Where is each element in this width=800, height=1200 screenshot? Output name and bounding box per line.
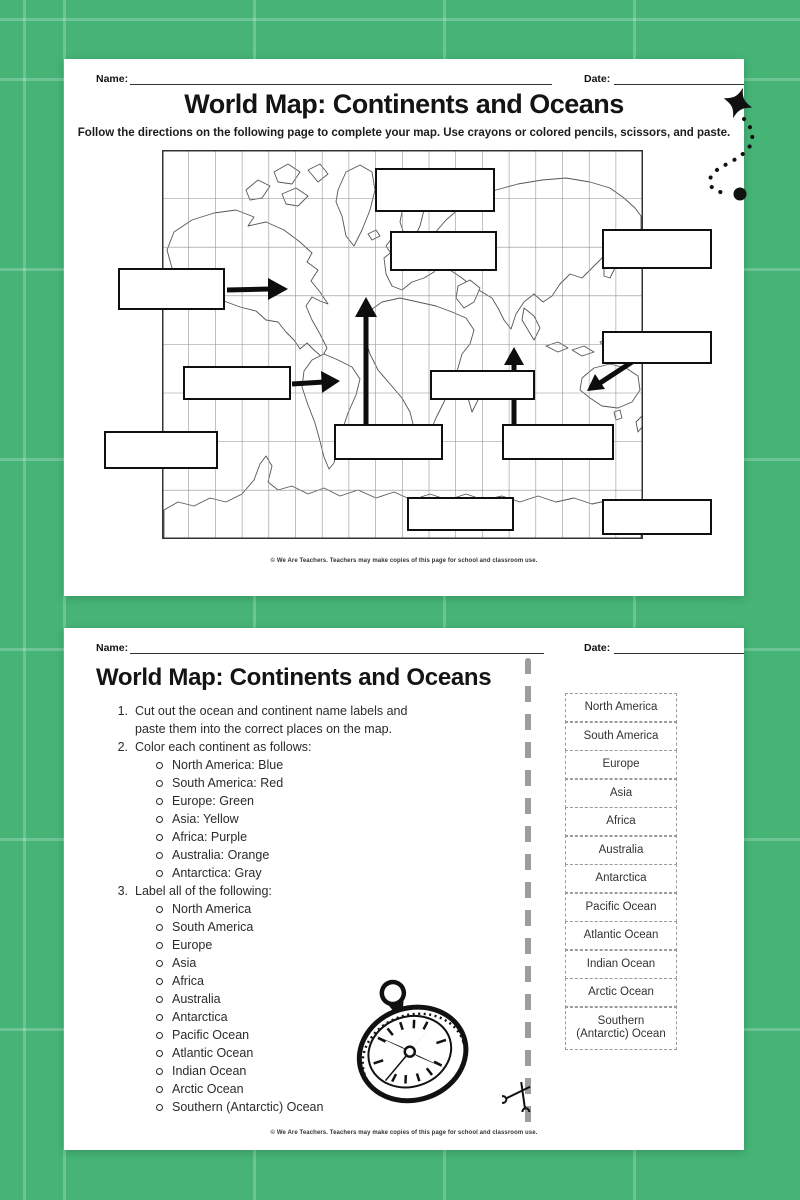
map-label-slot-australia [602, 331, 712, 364]
cut-label: Indian Ocean [565, 949, 677, 979]
cut-label: Europe [565, 750, 677, 780]
label-item: Antarctica [110, 1008, 510, 1026]
label-item: Atlantic Ocean [110, 1044, 510, 1062]
name-blank-line [130, 653, 544, 654]
trail-end-dot [734, 188, 747, 201]
step-1-continued: paste them into the correct places on the map. [135, 722, 393, 736]
date-label: Date: [584, 73, 611, 85]
date-label: Date: [584, 642, 611, 654]
map-label-slot-north-america [118, 268, 225, 310]
cut-label: Antarctica [565, 864, 677, 894]
name-date-row [96, 642, 712, 656]
color-item: Asia: Yellow [110, 810, 510, 828]
copyright-footer: © We Are Teachers. Teachers may make copies of this page for school and classroom use. [270, 558, 538, 564]
color-item: North America: Blue [110, 756, 510, 774]
label-item: Pacific Ocean [110, 1026, 510, 1044]
page-title: World Map: Continents and Oceans [184, 89, 624, 119]
cut-label: South America [565, 721, 677, 751]
name-blank-line [130, 84, 552, 85]
name-label: Name: [96, 642, 129, 654]
circle-bullet [156, 978, 163, 985]
cut-label: Asia [565, 778, 677, 808]
circle-bullet [156, 816, 163, 823]
worksheet-page-map [64, 59, 744, 596]
circle-bullet [156, 1032, 163, 1039]
circle-bullet [156, 996, 163, 1003]
circle-bullet [156, 1068, 163, 1075]
map-label-slot-antarctica [407, 497, 514, 531]
compass-icon [346, 976, 486, 1116]
step-1: 1. Cut out the ocean and continent name labels and [117, 704, 408, 718]
circle-bullet [156, 1050, 163, 1057]
label-item: North America [110, 900, 510, 918]
label-item: Europe [110, 936, 510, 954]
circle-bullet [156, 852, 163, 859]
cut-label: Arctic Ocean [565, 978, 677, 1008]
map-label-slot-atlantic-ocean [334, 424, 443, 460]
step-2: 2. Color each continent as follows: [117, 740, 312, 754]
label-item: Southern (Antarctic) Ocean [110, 1098, 510, 1116]
cut-label: Africa [565, 807, 677, 837]
map-label-slot-asia [602, 229, 712, 269]
cut-line [525, 658, 531, 1125]
map-label-slot-pacific-ocean [104, 431, 218, 469]
cut-label: Australia [565, 835, 677, 865]
name-label: Name: [96, 73, 129, 85]
cut-label: Southern (Antarctic) Ocean [565, 1006, 677, 1050]
circle-bullet [156, 924, 163, 931]
cut-out-labels-column [565, 694, 677, 1050]
color-item: South America: Red [110, 774, 510, 792]
map-label-slot-south-america [183, 366, 291, 400]
page-title: World Map: Continents and Oceans [96, 664, 492, 691]
circle-bullet [156, 1086, 163, 1093]
circle-bullet [156, 1014, 163, 1021]
map-label-slot-indian-ocean [502, 424, 614, 460]
map-label-slot-europe [390, 231, 497, 271]
circle-bullet [156, 870, 163, 877]
map-label-slot-southern-ocean [602, 499, 712, 535]
cut-label: North America [565, 693, 677, 723]
circle-bullet [156, 762, 163, 769]
date-blank-line [614, 653, 744, 654]
circle-bullet [156, 834, 163, 841]
circle-bullet [156, 960, 163, 967]
circle-bullet [156, 906, 163, 913]
copyright-footer: © We Are Teachers. Teachers may make copies of this page for school and classroom use. [270, 1130, 538, 1136]
color-item: Africa: Purple [110, 828, 510, 846]
label-item: Arctic Ocean [110, 1080, 510, 1098]
name-date-row [96, 73, 712, 87]
cut-label: Pacific Ocean [565, 892, 677, 922]
label-item: Asia [110, 954, 510, 972]
label-item: Africa [110, 972, 510, 990]
scissors-icon [502, 1078, 538, 1112]
plane-icon [652, 81, 762, 211]
circle-bullet [156, 1104, 163, 1111]
worksheet-page-directions [64, 628, 744, 1150]
label-item: Indian Ocean [110, 1062, 510, 1080]
color-item: Australia: Orange [110, 846, 510, 864]
page-subtitle: Follow the directions on the following page to complete your map. Use crayons or colored pencils, scissors, and paste. [77, 127, 731, 139]
color-item: Europe: Green [110, 792, 510, 810]
circle-bullet [156, 798, 163, 805]
map-label-slot-arctic-ocean [375, 168, 495, 212]
cut-label: Atlantic Ocean [565, 921, 677, 951]
label-item: Australia [110, 990, 510, 1008]
circle-bullet [156, 780, 163, 787]
label-item: South America [110, 918, 510, 936]
step-3: 3. Label all of the following: [117, 884, 272, 898]
color-item: Antarctica: Gray [110, 864, 510, 882]
map-label-slot-africa [430, 370, 535, 400]
circle-bullet [156, 942, 163, 949]
